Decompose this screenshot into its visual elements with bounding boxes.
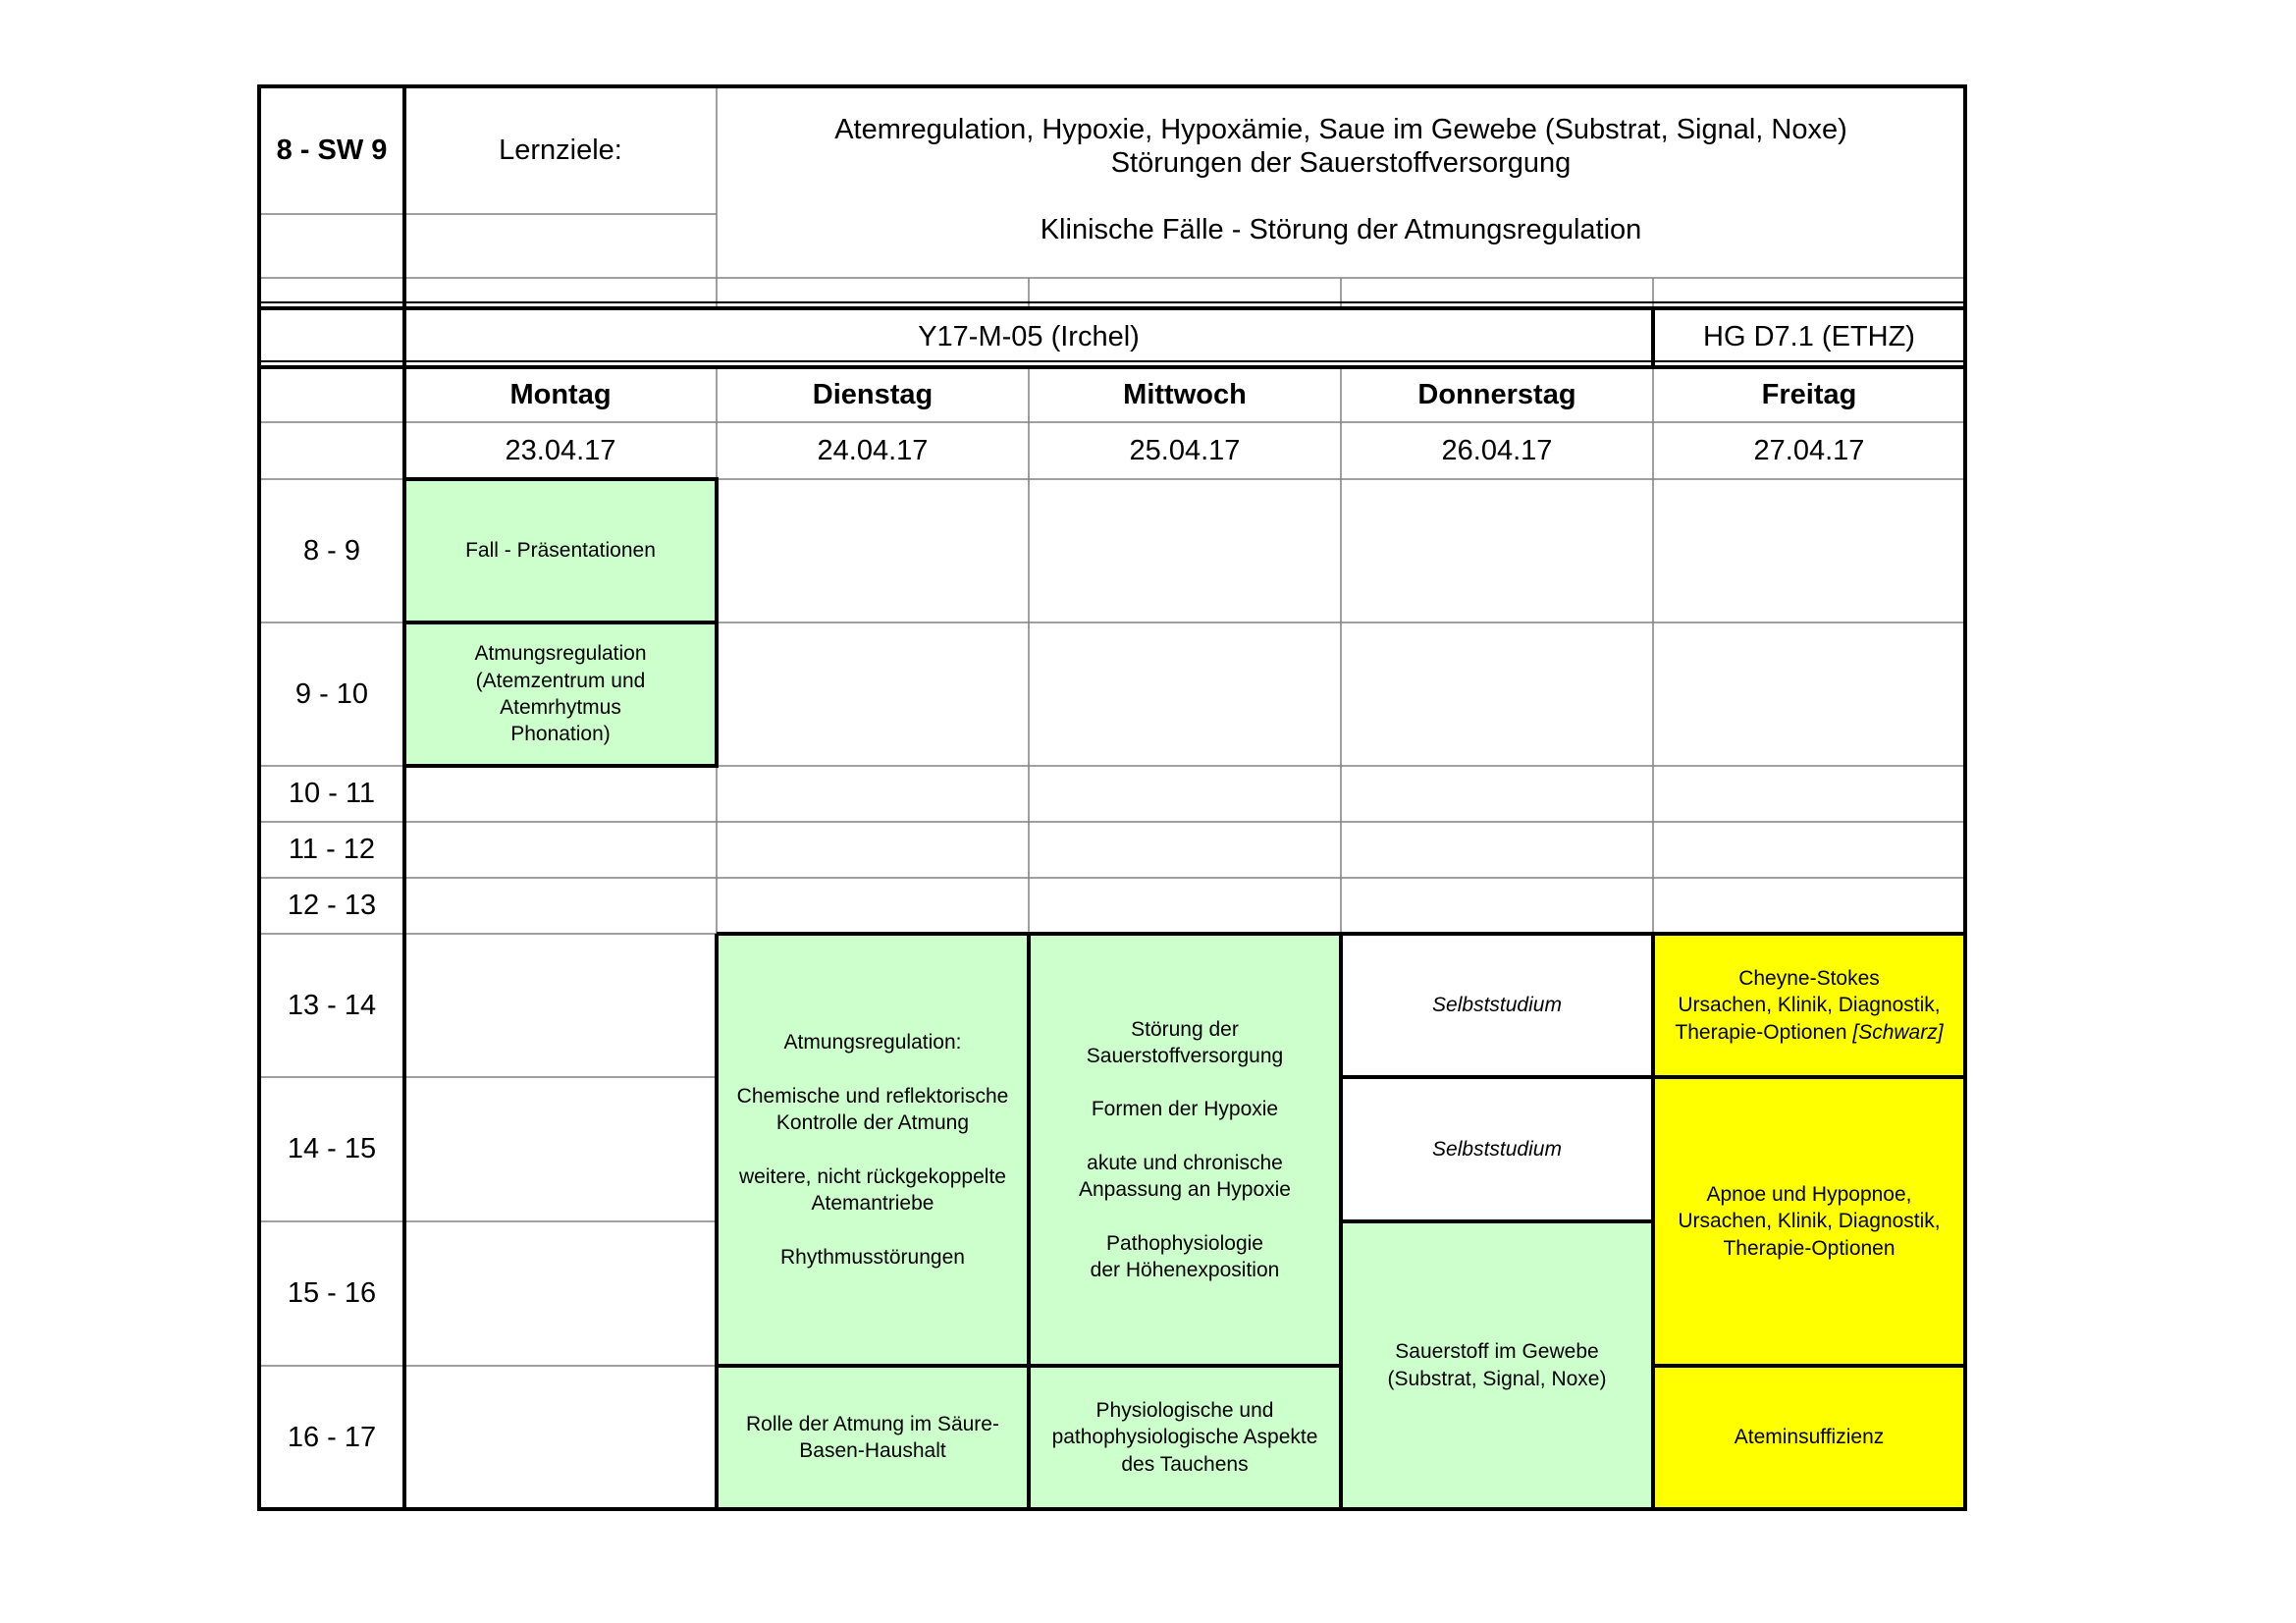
event-do-sauerstoff: Sauerstoff im Gewebe (Substrat, Signal, Noxe) (1341, 1221, 1653, 1509)
event-fr-cheyne-stokes: Cheyne-Stokes Ursachen, Klinik, Diagnostik, Therapie-Optionen [Schwarz] (1653, 934, 1965, 1077)
room-irchel: Y17-M-05 (Irchel) (918, 320, 1140, 352)
week-label: 8 - SW 9 (276, 134, 388, 166)
time-13-14: 13 - 14 (287, 989, 377, 1021)
goals-line-3: Klinische Fälle - Störung der Atmungsregulation (1040, 213, 1642, 245)
goals-line-2: Störungen der Sauerstoffversorgung (1110, 146, 1572, 179)
time-16-17: 16 - 17 (287, 1421, 377, 1453)
room-ethz: HG D7.1 (ETHZ) (1703, 320, 1915, 352)
goals-line-1: Atemregulation, Hypoxie, Hypoxämie, Saue im Gewebe (Substrat, Signal, Noxe) (834, 113, 1847, 145)
time-12-13: 12 - 13 (287, 890, 377, 922)
date-freitag: 27.04.17 (1753, 434, 1865, 466)
lernziele-label: Lernziele: (499, 134, 622, 166)
event-do-selbststudium-1: Selbststudium (1432, 994, 1562, 1017)
event-di-rolle: Rolle der Atmung im Säure- Basen-Haushalt (717, 1366, 1029, 1509)
day-montag: Montag (509, 378, 612, 410)
date-dienstag: 24.04.17 (817, 434, 929, 466)
event-mo-fall: Fall - Präsentationen (404, 479, 717, 622)
event-fr-ateminsuffizienz: Ateminsuffizienz (1653, 1366, 1965, 1509)
time-14-15: 14 - 15 (287, 1133, 377, 1165)
event-di-atmung: Atmungsregulation: Chemische und reflektorische Kontrolle der Atmung weitere, nicht rückgekoppelte Atemantriebe Rhythmusstörungen (717, 934, 1029, 1366)
event-do-selbststudium-2: Selbststudium (1432, 1137, 1562, 1161)
time-9-10: 9 - 10 (294, 677, 369, 710)
time-10-11: 10 - 11 (288, 778, 376, 810)
lecturer-label: [Schwarz] (1852, 1020, 1944, 1044)
time-8-9: 8 - 9 (302, 534, 361, 567)
day-mittwoch: Mittwoch (1123, 378, 1247, 410)
event-mi-stoerung: Störung der Sauerstoffversorgung Formen der Hypoxie akute und chronische Anpassung an Hypoxie Pathophysiologie der Höhenexposition (1029, 934, 1341, 1366)
event-fr-apnoe: Apnoe und Hypopnoe, Ursachen, Klinik, Diagnostik, Therapie-Optionen (1653, 1077, 1965, 1366)
event-mi-tauchen: Physiologische und pathophysiologische Aspekte des Tauchens (1029, 1366, 1341, 1509)
day-dienstag: Dienstag (812, 378, 934, 410)
date-montag: 23.04.17 (505, 434, 616, 466)
date-mittwoch: 25.04.17 (1129, 434, 1241, 466)
day-freitag: Freitag (1761, 378, 1857, 410)
time-15-16: 15 - 16 (287, 1277, 377, 1310)
event-mo-atmung: Atmungsregulation (Atemzentrum und Atemrhytmus Phonation) (404, 622, 717, 766)
time-11-12: 11 - 12 (288, 834, 376, 866)
day-donnerstag: Donnerstag (1417, 378, 1576, 410)
date-donnerstag: 26.04.17 (1441, 434, 1553, 466)
